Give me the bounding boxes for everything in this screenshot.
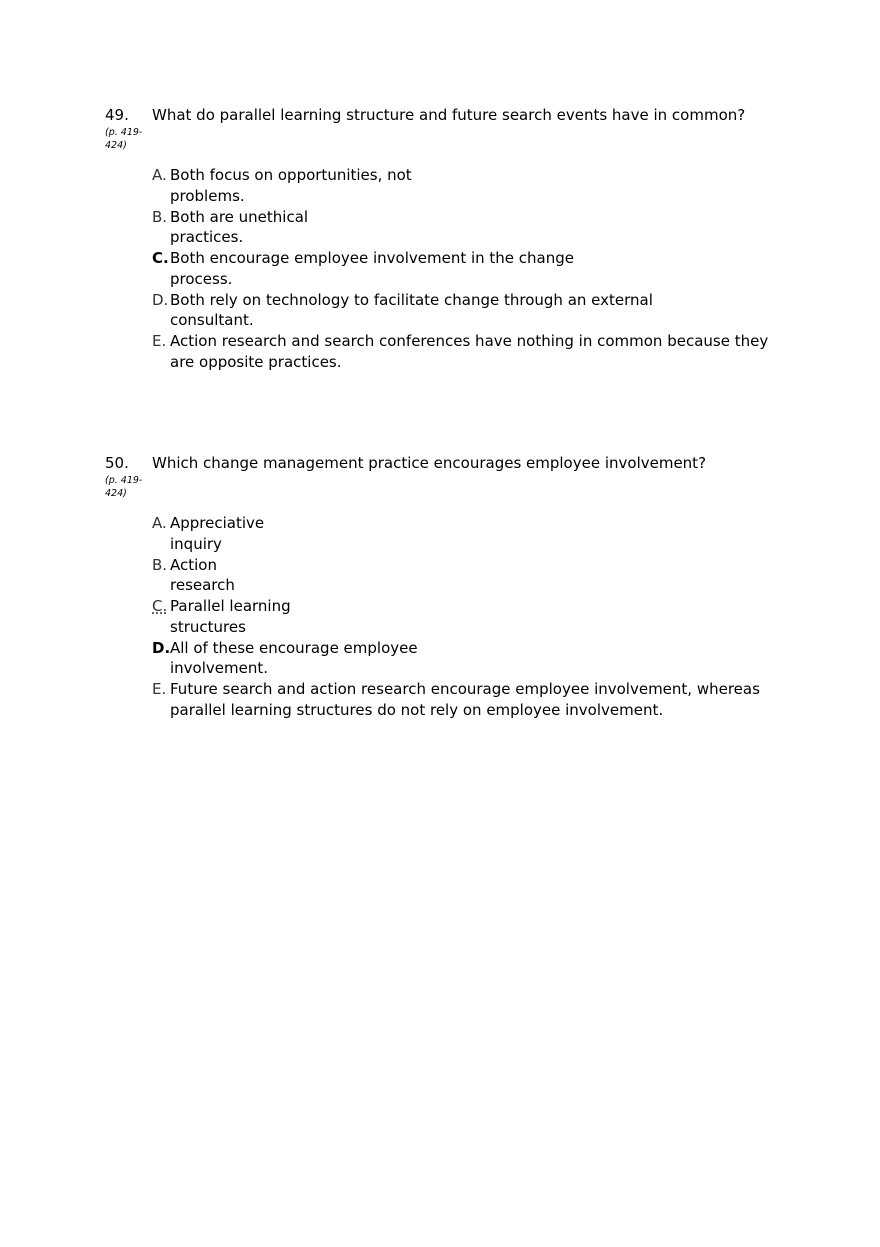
- option-letter: B.: [152, 207, 168, 226]
- option-e: [152, 679, 760, 720]
- option-e: [152, 331, 768, 372]
- question-text: Which change management practice encourages employee involvement?: [152, 454, 707, 472]
- option-text-line: Both are unethical: [170, 207, 309, 226]
- option-a: [152, 165, 768, 206]
- option-text-line: Action research and search conferences have nothing in common because they: [170, 332, 769, 350]
- option-letter: D.: [152, 290, 169, 309]
- page-reference: (p. 419-424): [105, 475, 143, 499]
- option-text-line: research: [170, 576, 235, 594]
- option-letter: E.: [152, 680, 167, 698]
- option-letter: E.: [152, 332, 167, 350]
- question-text: What do parallel learning structure and future search events have in common?: [152, 106, 746, 124]
- option-b: [152, 555, 760, 596]
- option-text-line: inquiry: [170, 534, 222, 553]
- option-text-line: Appreciative: [170, 514, 265, 532]
- option-letter-correct: C.: [152, 249, 169, 267]
- answer-options: [152, 513, 760, 721]
- option-text-line: Both focus on opportunities, not: [170, 166, 412, 184]
- option-letter: C.: [152, 597, 168, 615]
- option-a: [152, 513, 760, 554]
- option-text-line: Parallel learning: [170, 597, 291, 615]
- option-d: [152, 638, 760, 679]
- option-letter: A.: [152, 514, 167, 532]
- option-text-line: All of these encourage employee: [170, 638, 418, 657]
- option-text-line: process.: [170, 269, 233, 288]
- option-letter-correct: D.: [152, 638, 171, 657]
- option-text-line: problems.: [170, 186, 245, 205]
- option-c: [152, 248, 768, 289]
- option-text-line: Future search and action research encourage employee involvement, whereas: [170, 680, 760, 698]
- option-text-line: Both encourage employee involvement in the change: [170, 249, 575, 267]
- option-text-line: practices.: [170, 228, 244, 246]
- question-number: 49.: [105, 106, 129, 124]
- question-number: 50.: [105, 454, 129, 472]
- option-d: [152, 290, 768, 331]
- option-text-line: Action: [170, 555, 217, 574]
- answer-options: [152, 165, 768, 373]
- option-b: [152, 207, 768, 248]
- option-c: [152, 596, 760, 637]
- option-letter: B.: [152, 555, 168, 574]
- option-letter: A.: [152, 166, 167, 184]
- option-text-line: parallel learning structures do not rely on employee involvement.: [170, 700, 664, 719]
- option-text-line: are opposite practices.: [170, 352, 342, 371]
- option-text-line: structures: [170, 617, 246, 636]
- page-reference: (p. 419-424): [105, 127, 143, 151]
- option-text-line: Both rely on technology to facilitate change through an external: [170, 290, 653, 309]
- option-text-line: consultant.: [170, 311, 254, 329]
- option-text-line: involvement.: [170, 659, 268, 677]
